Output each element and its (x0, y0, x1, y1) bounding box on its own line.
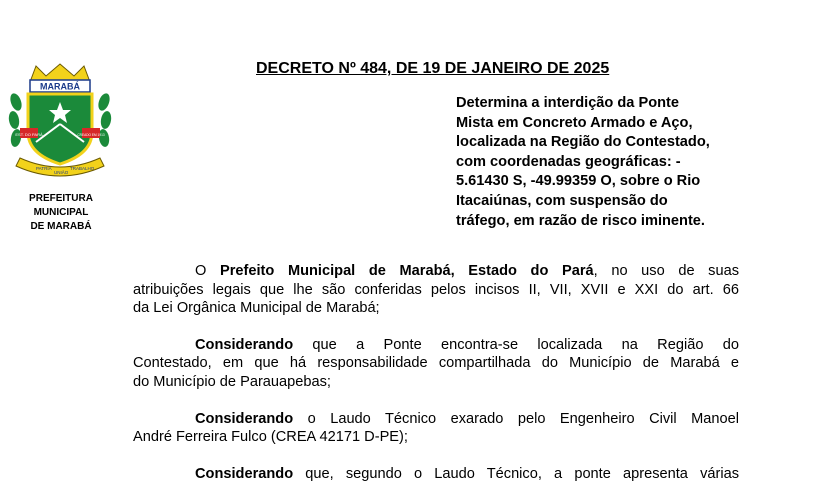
mayor-title: Prefeito Municipal de Marabá, Estado do Pará (219, 263, 594, 279)
svg-text:CREADO EM 1913: CREADO EM 1913 (77, 133, 105, 137)
svg-text:UNIÃO: UNIÃO (54, 170, 69, 175)
decree-title: DECRETO Nº 484, DE 19 DE JANEIRO DE 2025 (256, 60, 610, 77)
paragraph-preamble: O Prefeito Municipal de Marabá, Estado do Pará, no uso de suas atribuições legais que lhe são conferidas pelos incisos II, VII, XVII e XXI do art. 66 da Lei Orgânica Municipal de Marabá; (133, 263, 740, 317)
organization-line: PREFEITURA (29, 193, 93, 204)
organization-name (10, 192, 112, 234)
svg-text:TRABALHO: TRABALHO (70, 166, 95, 171)
svg-text:MARABÁ: MARABÁ (40, 81, 80, 92)
paragraph-considerando-3: Considerando que, segundo o Laudo Técnico, a ponte apresenta várias (195, 465, 739, 482)
decree-ementa: Determina a interdição da Ponte Mista em Concreto Armado e Aço, localizada na Região do Contestado, com coordenadas geográficas: - 5.61430 S, -49.99359 O, sobre o Rio Itacaiúnas, com suspensão do tráfego, em razão de risco iminente. (456, 95, 710, 229)
paragraph-considerando-1: Considerando que a Ponte encontra-se localizada na Região do Contestado, em que há responsabilidade compartilhada do Município de Marabá e do Município de Parauapebas; (133, 336, 739, 390)
svg-text:PATRIA: PATRIA (36, 166, 52, 171)
organization-line: DE MARABÁ (30, 221, 92, 232)
decree-body (133, 262, 739, 501)
municipal-crest-logo (6, 62, 114, 187)
organization-line: MUNICIPAL (33, 207, 89, 218)
svg-text:EST. DO PARÁ: EST. DO PARÁ (15, 132, 43, 137)
paragraph-considerando-2: Considerando o Laudo Técnico exarado pelo Engenheiro Civil Manoel André Ferreira Fulco (CREA 42171 D-PE); (133, 410, 739, 446)
